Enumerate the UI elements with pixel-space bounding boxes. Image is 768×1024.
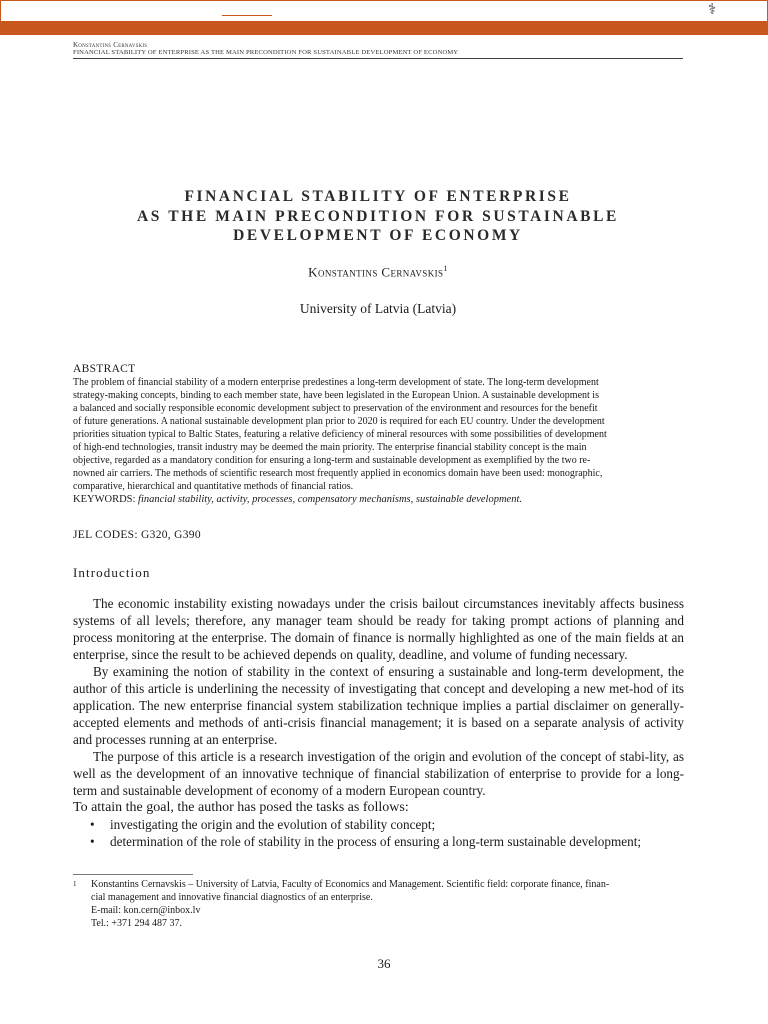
abstract-line: strategy-making concepts, binding to each member state, have been legislated in the European Union. A sustainable development is [73,390,599,401]
title-line: FINANCIAL STABILITY OF ENTERPRISE [184,188,572,205]
abstract-line: of future generations. A national sustainable development plan prior to 2020 is required for each EU country. Under the development [73,416,605,427]
footnote [73,878,684,930]
list-item [73,816,684,833]
running-head-title: FINANCIAL STABILITY OF ENTERPRISE AS THE MAIN PRECONDITION FOR SUSTAINABLE DEVELOPMENT OF ECONOMY [73,49,459,56]
list-item-text: investigating the origin and the evolution of stability concept; [110,817,436,832]
page-number: 36 [377,956,391,971]
abstract-heading: ABSTRACT [73,363,136,375]
abstract-line: a balanced and socially responsible economic development subject to preservation of the environment and resources for the benefit [73,403,598,414]
list-item-text: determination of the role of stability in the process of ensuring a long-term sustainable development; [110,834,642,849]
publisher-logo-icon: ⚕ [708,2,717,18]
body-paragraph: The economic instability existing nowadays under the crisis bailout circumstances inevitably affects business systems of all levels; therefore, any manager team should be ready for taking prompt actions of planning and process monitoring at the enterprise. The domain of finance is normally highlighted as one of the main fields at an enterprise, since the result to be achieved depends on quality, deadline, and volume of funding necessary. [73,596,684,662]
jel-codes: JEL CODES: G320, G390 [73,529,201,541]
introduction-body [73,595,684,850]
abstract-line: of high-end technologies, transit industry may be deemed the main priority. The enterprise financial stability concept is the main [73,442,587,453]
footnote-divider [73,874,193,875]
header-accent-line [222,15,272,16]
list-item [73,833,684,850]
keywords-label: KEYWORDS: [73,494,139,505]
abstract-line: priorities situation typical to Baltic States, featuring a relative deficiency of mineral resources with some possibilities of development [73,429,607,440]
article-author [73,264,683,280]
footnote-email: E-mail: kon.cern@inbox.lv [91,905,201,916]
article-title [73,187,683,246]
running-head-author: Konstantins Cernavskis [73,41,148,49]
orange-header-band [0,21,768,35]
running-head [73,41,683,59]
tasks-intro: To attain the goal, the author has posed the tasks as follows: [73,800,409,815]
title-line: DEVELOPMENT OF ECONOMY [233,227,523,244]
body-paragraph: The purpose of this article is a research investigation of the origin and evolution of the concept of stabi-lity, as well as the development of an innovative technique of financial stabilization of enterprise to provide for a long-term and sustainable development of economy of a modern European country. [73,749,684,798]
abstract-line: objective, regarded as a mandatory condition for ensuring a long-term and sustainable development as exemplified by the two re- [73,455,591,466]
abstract-line: nowned air carriers. The methods of scientific research most frequently applied in economics domain have been used: monographic, [73,468,603,479]
abstract-text [73,376,684,493]
body-paragraph: By examining the notion of stability in the context of ensuring a sustainable and long-term development, the author of this article is underlining the necessity of investigating that concept and developing a new met-hod of its application. The new enterprise financial system stabilization technique implies a partial disclaimer on generally-accepted elements and methods of anti-crisis financial management; it is based on a separate analysis of activity and processes running at an enterprise. [73,664,684,747]
bullet-icon: • [90,817,95,832]
abstract-line: The problem of financial stability of a modern enterprise predestines a long-term development of state. The long-term development [73,377,599,388]
top-header-strip [0,0,768,22]
author-affiliation: University of Latvia (Latvia) [299,301,457,316]
tasks-list [73,816,684,850]
footnote-mark: 1 [73,880,77,888]
bullet-icon: • [90,834,95,849]
introduction-heading: Introduction [73,565,151,580]
footnote-phone: Tel.: +371 294 487 37. [91,918,183,929]
footnote-line: cial management and innovative financial diagnostics of an enterprise. [91,892,373,903]
abstract-line: comparative, hierarchical and quantitative methods of financial ratios. [73,481,354,492]
abstract-section [73,363,684,506]
title-line: AS THE MAIN PRECONDITION FOR SUSTAINABLE [137,207,619,225]
footnote-line: Konstantins Cernavskis – University of Latvia, Faculty of Economics and Management. Scientific field: corporate finance, finan- [91,879,610,890]
author-name: Konstantins Cernavskis [308,264,444,280]
author-footnote-mark: 1 [443,264,448,273]
keywords-value: financial stability, activity, processes, compensatory mechanisms, sustainable development. [138,494,523,505]
keywords [73,493,684,506]
footnote-body [91,878,684,930]
